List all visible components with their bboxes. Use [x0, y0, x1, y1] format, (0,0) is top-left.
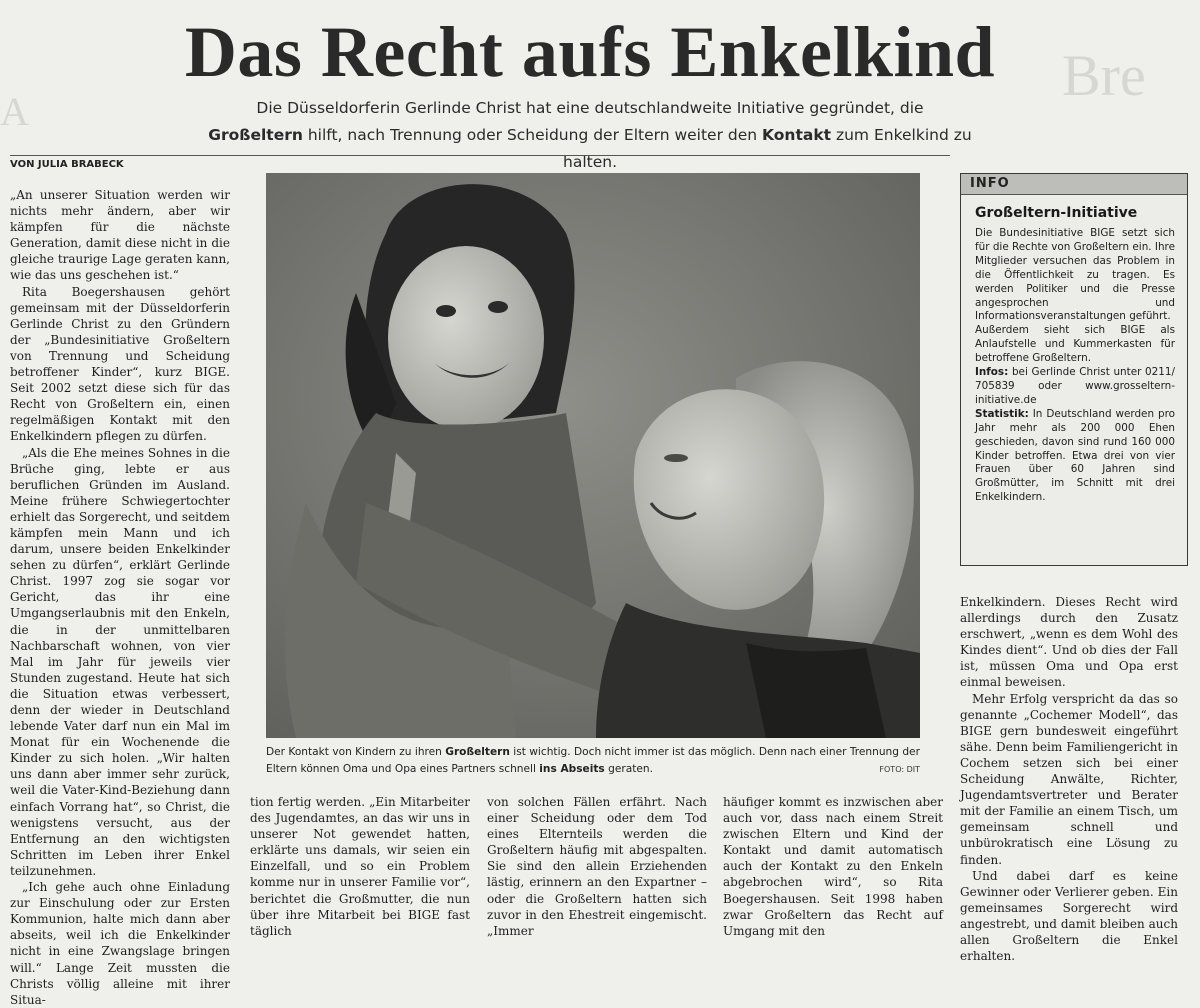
article-column-2 — [250, 794, 470, 938]
subheadline-text-2: hilft, nach Trennung oder Scheidung der Eltern weiter den — [302, 126, 763, 144]
article-paragraph: „An unserer Situation werden wir nichts mehr ändern, aber wir kämpfen für die nächste Generation, damit diese nicht in die gleiche traurige Lage geraten kann, wie das uns geschehen ist.“ — [10, 188, 230, 283]
info-box-title: Großeltern-Initiative — [975, 205, 1138, 221]
info-box-infos-label: Infos: — [975, 366, 1009, 379]
info-box-stat-label: Statistik: — [975, 407, 1029, 420]
bleed-through-text: Bre — [1062, 43, 1146, 108]
subheadline-text-3: zum Enkelkind zu halten. — [563, 126, 972, 171]
article-paragraph: Rita Boegershausen gehört gemeinsam mit der Düsseldorferin Gerlinde Christ zu den Gründern der „Bundesinitiative Großeltern von Trennung und Scheidung betroffener Kinder“, kurz BIGE. Seit 2002 setzt diese sich für das Recht von Großeltern ein, einen regelmäßigen Kontakt mit den Enkelkindern pflegen zu dürfen. — [10, 284, 230, 444]
bleed-through-text-left: A — [0, 89, 29, 134]
info-box-stat-text: In Deutschland werden pro Jahr mehr als 200 000 Ehen geschieden, davon sind rund 160 000 Kinder betroffen. Etwa drei von vier Frauen über 60 Jahren sind Großmütter, im Schnitt mit drei Enkelkindern. — [975, 407, 1175, 504]
info-box-paragraph: Die Bundesinitiative BIGE setzt sich für die Rechte von Großeltern ein. Ihre Mitglieder versuchen das Problem in die Öffentlichkeit zu tragen. Es werden Politiker und die Presse angesprochen und Informationsveranstaltungen geführt. — [975, 227, 1175, 323]
article-paragraph: Enkelkindern. Dieses Recht wird allerdings durch den Zusatz erschwert, „wenn es dem Wohl des Kindes dient“. Und ob dies der Fall ist, müssen Oma und Opa erst einmal beweisen. — [960, 595, 1178, 690]
subheadline-text-1: Die Düsseldorferin Gerlinde Christ hat eine deutschlandweite Initiative gegründet, die — [256, 99, 924, 117]
article-paragraph: Und dabei darf es keine Gewinner oder Verlierer geben. Ein gemeinsames Sorgerecht wird angestrebt, und damit bleiben auch allen Großeltern die Enkel erhalten. — [960, 868, 1178, 964]
photo-caption — [266, 744, 920, 778]
byline: VON JULIA BRABECK — [10, 159, 124, 170]
caption-text-1: Der Kontakt von Kindern zu ihren — [266, 746, 446, 758]
caption-bold-grosseltern: Großeltern — [445, 746, 510, 758]
article-paragraph: Mehr Erfolg verspricht da das so genannte „Cochemer Modell“, das BIGE gern bundesweit eingeführt sähe. Denn beim Familiengericht in Cochem setzen sich bei einer Scheidung Anwälte, Richter, Jugendamtsvertreter und Berater mit der Familie an einem Tisch, um gemeinsam schnell und unbürokratisch eine Lösung zu finden. — [960, 691, 1178, 867]
info-box-infos-text: bei Gerlinde Christ unter 0211/ 705839 oder www.grosseltern-initiative.de — [975, 366, 1175, 406]
info-box — [960, 173, 1188, 566]
caption-bold-ins-abseits: ins Abseits — [539, 763, 605, 775]
article-paragraph: von solchen Fällen erfährt. Nach einer Scheidung oder dem Tod eines Elternteils werden die Großeltern häufig mit abgespalten. Sie sind den allein Erziehenden lästig, erinnern an den Expartner – oder die Großeltern hatten sich zuvor in den Ehestreit eingemischt. „Immer — [487, 795, 707, 938]
info-box-contact — [975, 366, 1175, 408]
article-photo — [266, 173, 920, 738]
photo-credit: FOTO: DIT — [879, 765, 920, 774]
article-column-5 — [960, 594, 1178, 964]
info-box-body — [975, 227, 1175, 505]
article-paragraph: häufiger kommt es inzwischen aber auch vor, dass nach einem Streit zwischen Eltern und Kind der Kontakt und damit automatisch auch der Kontakt zu den Enkeln abgebrochen wird“, so Rita Boegershausen. Seit 1998 haben zwar Großeltern das Recht auf Umgang mit den — [723, 795, 943, 938]
subheadline-bold-grosseltern: Großeltern — [208, 126, 303, 144]
info-box-statistics — [975, 408, 1175, 505]
article-column-3 — [487, 794, 707, 938]
info-box-label: INFO — [961, 174, 1187, 195]
article-paragraph: „Ich gehe auch ohne Einladung zur Einschulung oder zur Ersten Kommunion, halte mich dann aber abseits, weil ich die Enkelkinder nicht in eine Zwangslage bringen will.“ Lange Zeit mussten die Christs völlig alleine mit ihrer Situa- — [10, 880, 230, 1007]
article-paragraph: tion fertig werden. „Ein Mitarbeiter des Jugendamtes, an das wir uns in unserer Not gewendet hatten, erklärte uns damals, wir seien ein Einzelfall, und so ein Problem komme nur in unserer Familie vor“, berichtet die Großmutter, die nun über ihre Mitarbeit bei BIGE fast täglich — [250, 795, 470, 938]
caption-text-2: ist wichtig. Doch nicht immer ist das möglich. Denn nach einer Trennung der Eltern können Oma und Opa eines Partners schnell — [266, 746, 920, 775]
subheadline-bold-kontakt: Kontakt — [762, 126, 832, 144]
caption-text-3: geraten. — [604, 763, 653, 775]
photo-grandmother-granddaughter — [266, 173, 920, 738]
headline: Das Recht aufs Enkelkind — [184, 12, 996, 92]
byline-rule — [10, 155, 950, 170]
article-paragraph: „Als die Ehe meines Sohnes in die Brüche ging, lebte er aus beruflichen Gründen im Ausland. Meine frühere Schwiegertochter erhielt das Sorgerecht, und seitdem kämpfen mein Mann und ich darum, unsere beiden Enkelkinder sehen zu dürfen“, erklärt Gerlinde Christ. 1997 zog sie sogar vor Gericht, das ihr eine Umgangserlaubnis mit den Enkeln, die in der unmittelbaren Nachbarschaft wohnen, von vier Mal im Jahr für jeweils vier Stunden zugestand. Heute hat sich die Situation etwas verbessert, denn der wieder in Deutschland lebende Vater darf nun ein Mal im Monat für ein Wochenende die Kinder zu sich holen. „Wir halten uns dann aber immer sehr zurück, weil die Vater-Kind-Beziehung dann einfach Vorrang hat“, so Christ, die wenigstens versucht, aus der Entfernung an den wichtigsten Schritten im Leben ihrer Enkel teilzunehmen. — [10, 445, 230, 878]
article-column-4 — [723, 794, 943, 938]
info-box-paragraph: Außerdem sieht sich BIGE als Anlaufstelle und Kummerkasten für betroffene Großeltern. — [975, 324, 1175, 365]
article-column-1 — [10, 187, 230, 1007]
